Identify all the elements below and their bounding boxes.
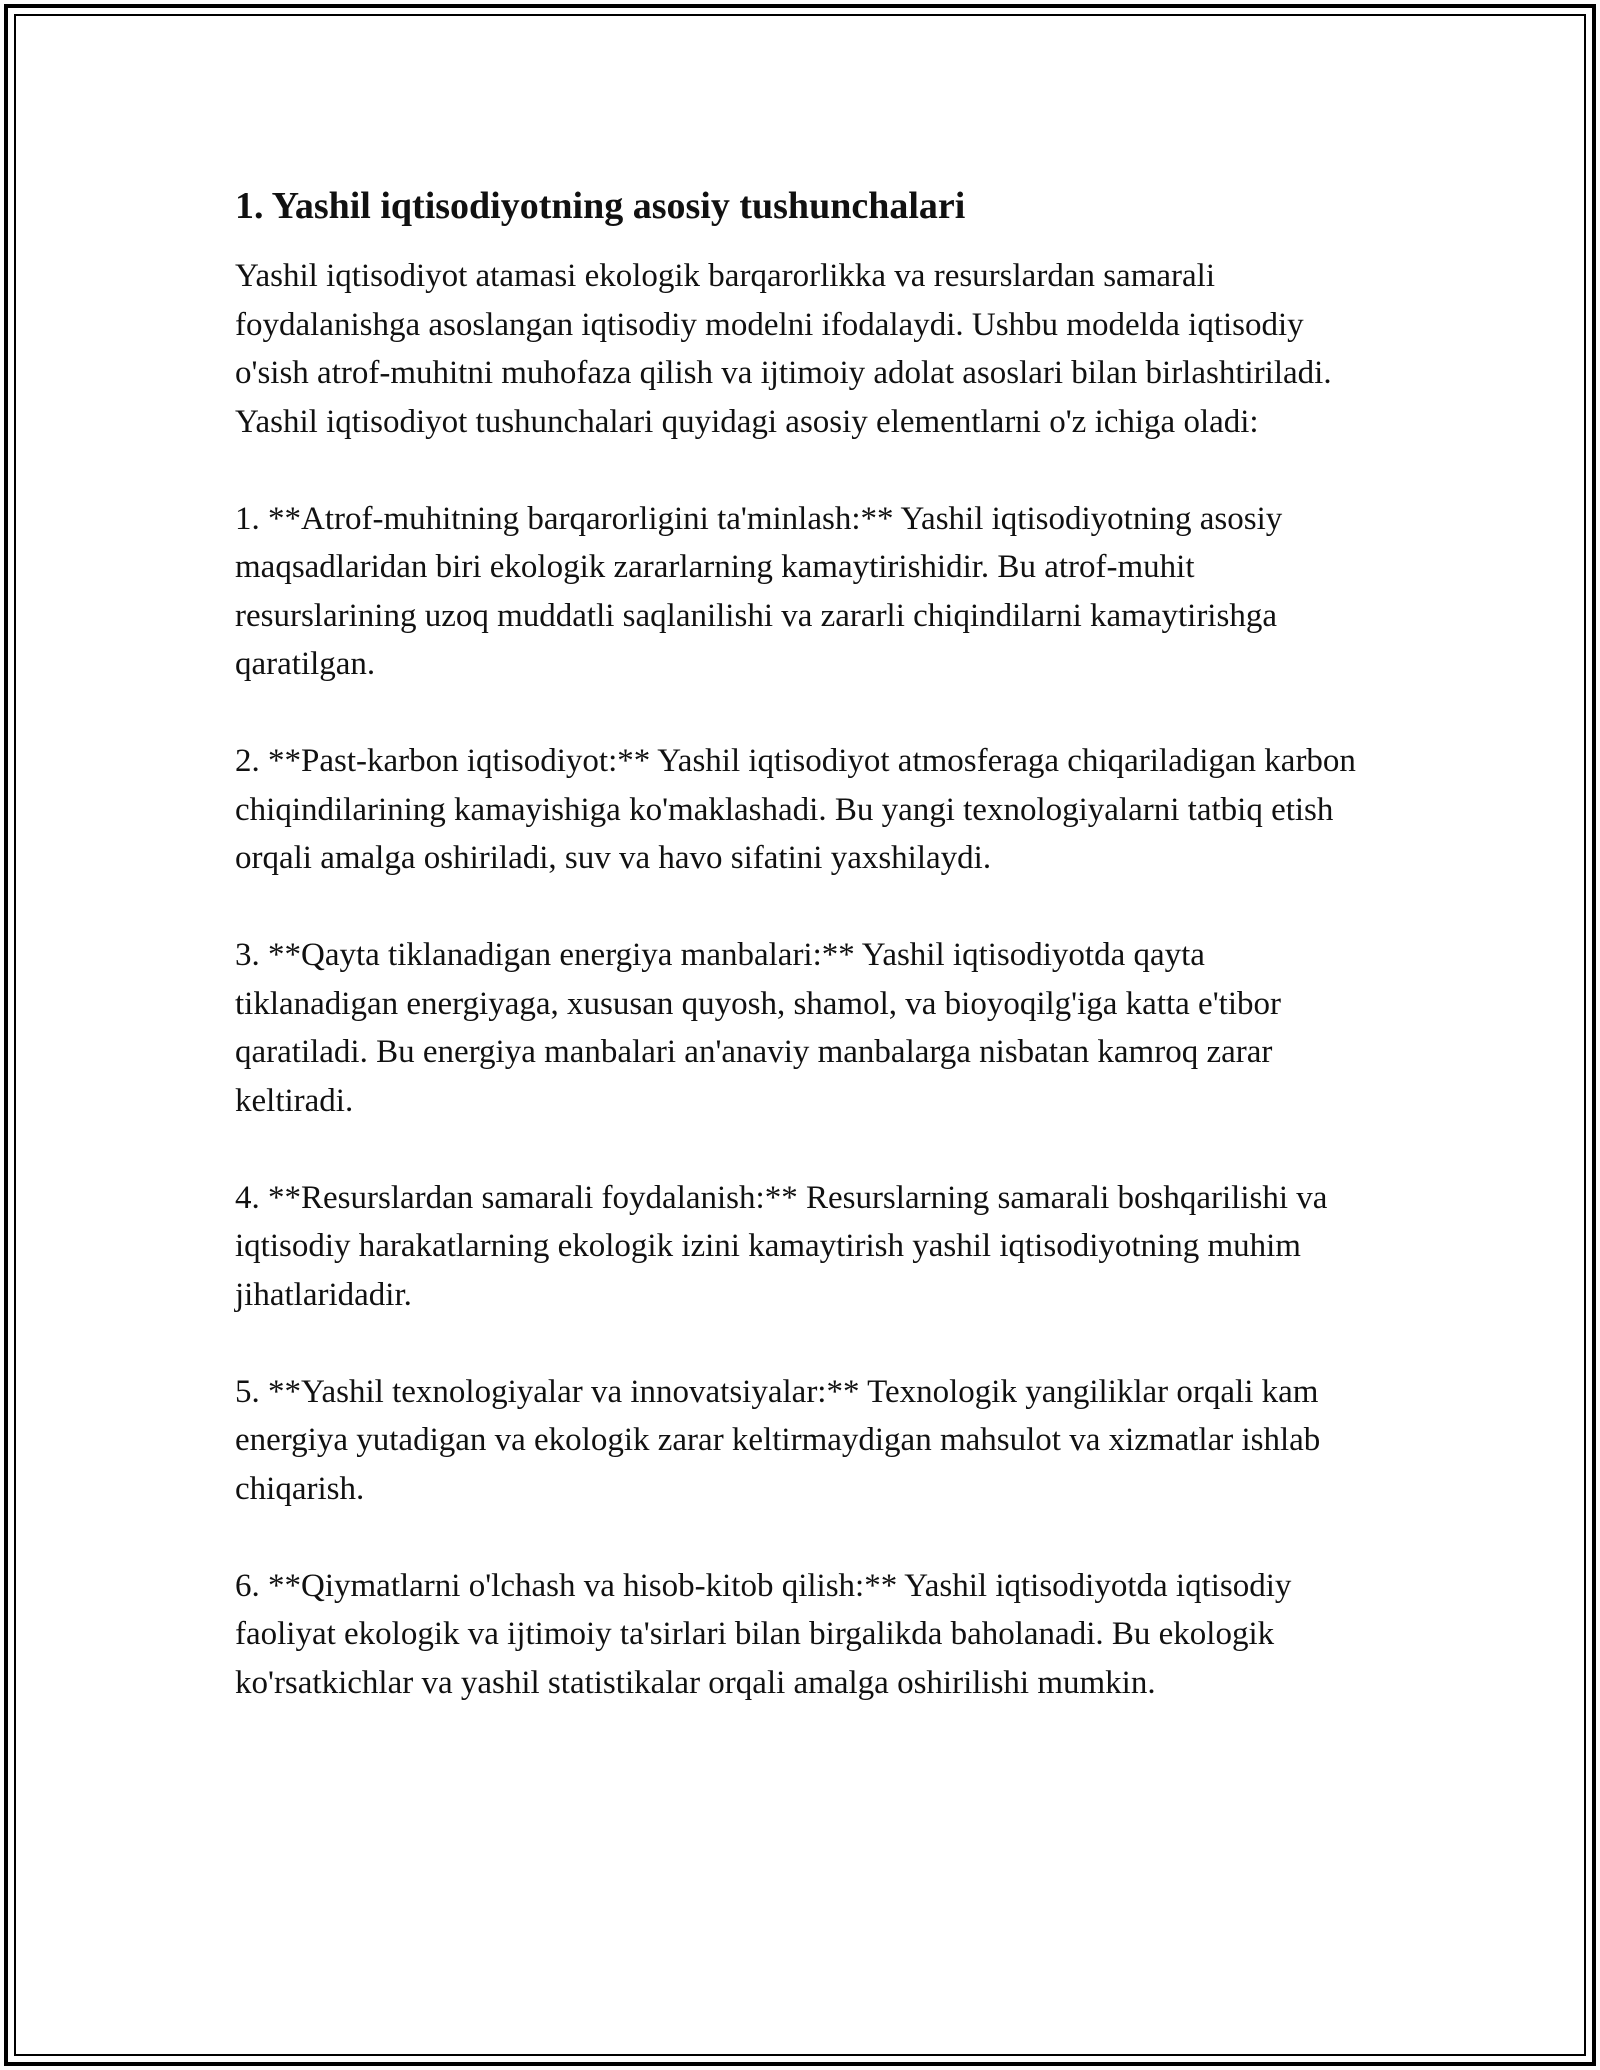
intro-paragraph: Yashil iqtisodiyot atamasi ekologik barqarorlikka va resurslardan samarali foydalanishga asoslangan iqtisodiy modelni ifodalaydi. Ushbu modelda iqtisodiy o'sish atrof-muhitni muhofaza qilish va ijtimoiy adolat asoslari bilan birlashtiriladi. Yashil iqtisodiyot tushunchalari quyidagi asosiy elementlarni o'z ichiga oladi:: [235, 258, 1332, 440]
document-title: 1. Yashil iqtisodiyotning asosiy tushunchalari: [235, 185, 966, 227]
list-item: 6. **Qiymatlarni o'lchash va hisob-kitob qilish:** Yashil iqtisodiyotda iqtisodiy faoliyat ekologik va ijtimoiy ta'sirlari bilan birgalikda baholanadi. Bu ekologik ko'rsatkichlar va yashil statistikalar orqali amalga oshirilishi mumkin.: [235, 1567, 1292, 1701]
list-item: 3. **Qayta tiklanadigan energiya manbalari:** Yashil iqtisodiyotda qayta tiklanadigan energiyaga, xususan quyosh, shamol, va bioyoqilg'iga katta e'tibor qaratiladi. Bu energiya manbalari an'anaviy manbalarga nisbatan kamroq zarar keltiradi.: [235, 937, 1281, 1119]
document-body: [235, 182, 1375, 1707]
list-item: 5. **Yashil texnologiyalar va innovatsiyalar:** Texnologik yangiliklar orqali kam energiya yutadigan va ekologik zarar keltirmaydigan mahsulot va xizmatlar ishlab chiqarish.: [235, 1373, 1321, 1507]
list-item: 2. **Past-karbon iqtisodiyot:** Yashil iqtisodiyot atmosferaga chiqariladigan karbon chiqindilarining kamayishiga ko'maklashadi. Bu yangi texnologiyalarni tatbiq etish orqali amalga oshiriladi, suv va havo sifatini yaxshilaydi.: [235, 743, 1356, 876]
list-item: 1. **Atrof-muhitning barqarorligini ta'minlash:** Yashil iqtisodiyotning asosiy maqsadlaridan biri ekologik zararlarning kamaytirishidir. Bu atrof-muhit resurslarining uzoq muddatli saqlanilishi va zararli chiqindilarni kamaytirishga qaratilgan.: [235, 500, 1283, 682]
list-item: 4. **Resurslardan samarali foydalanish:** Resurslarning samarali boshqarilishi va iqtisodiy harakatlarning ekologik izini kamaytirish yashil iqtisodiyotning muhim jihatlaridadir.: [235, 1179, 1328, 1313]
